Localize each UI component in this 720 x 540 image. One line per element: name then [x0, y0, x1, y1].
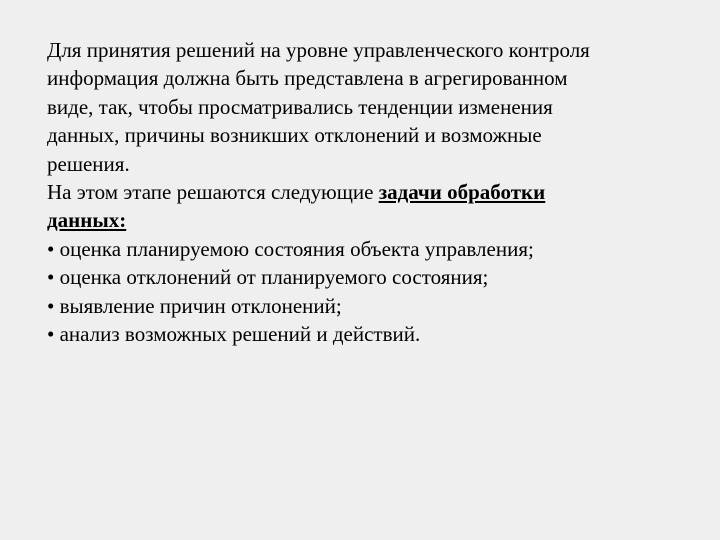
emphasized-term: задачи обработки: [378, 180, 546, 205]
paragraph-line: информация должна быть представлена в агрегированном: [47, 66, 568, 91]
slide-text-body: [47, 36, 687, 348]
bullet-item: • оценка отклонений от планируемого состояния;: [47, 265, 489, 290]
bullet-item: • выявление причин отклонений;: [47, 293, 342, 318]
stage-tasks-line: [47, 178, 687, 206]
paragraph-line: Для принятия решений на уровне управленческого контроля: [47, 38, 590, 62]
paragraph-line: виде, так, чтобы просматривались тенденции изменения: [47, 94, 553, 119]
paragraph-line: данных, причины возникших отклонений и возможные: [47, 123, 542, 148]
bullet-item: • оценка планируемою состояния объекта управления;: [47, 236, 534, 261]
paragraph-line: решения.: [47, 151, 130, 176]
emphasized-term: данных:: [47, 208, 127, 233]
stage-tasks-intro: На этом этапе решаются следующие: [47, 180, 379, 205]
stage-tasks-line: [47, 206, 687, 234]
bullet-item: • анализ возможных решений и действий.: [47, 322, 421, 347]
